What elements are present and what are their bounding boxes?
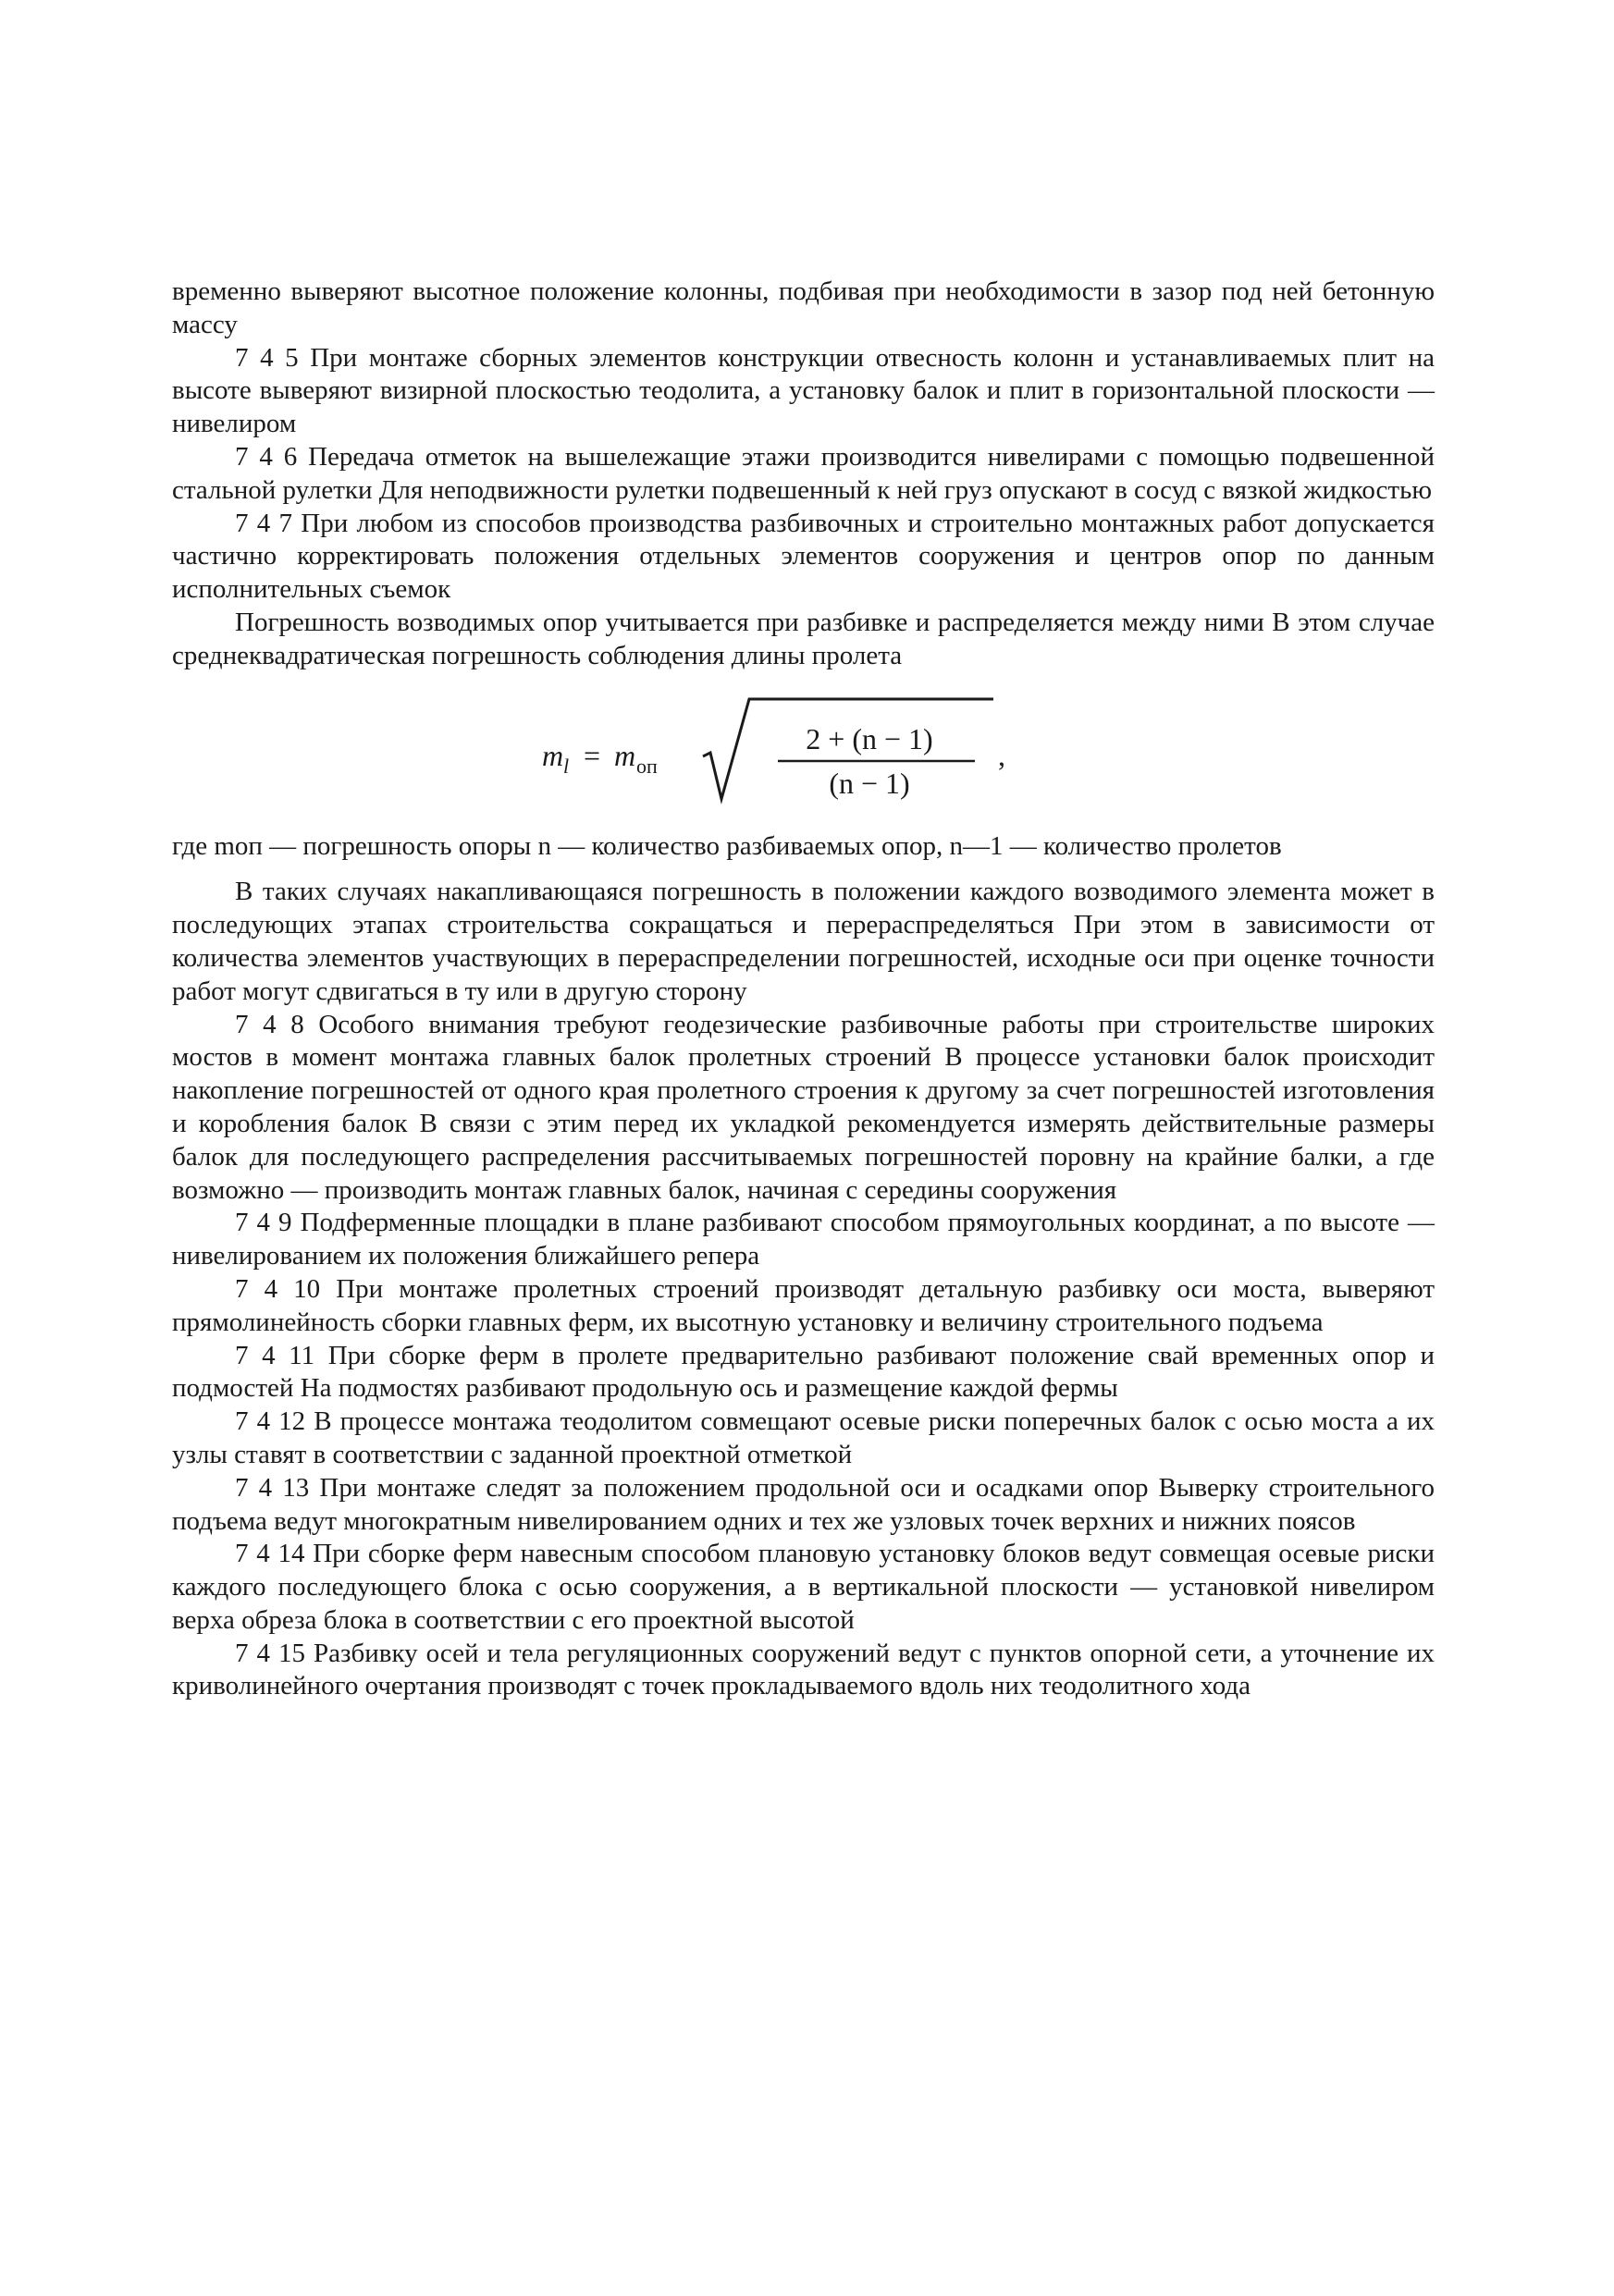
paragraph: [172, 876, 1435, 1008]
paragraph-text: Подферменные площадки в плане разбивают способом прямоугольных координат, а по высоте — нивелированием их положения ближайшего репера: [172, 1208, 1435, 1271]
paragraph-number: 7 4 13: [235, 1472, 310, 1503]
formula-denominator: (n − 1): [829, 766, 910, 800]
paragraph: [172, 1207, 1435, 1273]
formula-rhs-symbol: m: [614, 738, 636, 772]
paragraph: [172, 508, 1435, 607]
paragraph: [172, 1273, 1435, 1340]
paragraph: [172, 1340, 1435, 1406]
paragraph-text: При сборке ферм навесным способом плановую установку блоков ведут совмещая осевые риски каждого последующего блока с осью сооружения, а в вертикальной плоскости — установкой нивелиром верха обреза блока в соответствии с его проектной высотой: [172, 1539, 1435, 1635]
paragraph-text: Передача отметок на вышележащие этажи производится нивелирами с помощью подвешенной стальной рулетки Для неподвижности рулетки подвешенный к ней груз опускают в сосуд с вязкой жидкостью: [172, 441, 1435, 505]
paragraph-number: 7 4 14: [235, 1539, 305, 1569]
paragraph-number: 7 4 15: [235, 1638, 306, 1668]
formula-svg: [172, 692, 1435, 810]
paragraph-text: Разбивку осей и тела регуляционных сооружений ведут с пунктов опорной сети, а уточнение их криволинейного очертания производят с точек прокладываемого вдоль них теодолитного хода: [172, 1638, 1435, 1701]
paragraph: [172, 1406, 1435, 1472]
paragraph-text: временно выверяют высотное положение колонны, подбивая при необходимости в зазор под ней бетонную массу: [172, 276, 1435, 339]
formula-numerator: 2 + (n − 1): [806, 721, 933, 755]
paragraph-number: 7 4 12: [235, 1406, 306, 1437]
formula-explanation: [172, 830, 1435, 864]
formula-trailing-comma: ,: [998, 738, 1005, 772]
paragraph-text: Особого внимания требуют геодезические разбивочные работы при строительстве широких мостов в момент монтажа главных балок пролетных строений В процессе установки балок происходит накопление погрешностей от одного края пролетного строения к другому за счет погрешностей изготовления и коробления балок В связи с этим перед их укладкой рекомендуется измерять действительные размеры балок для последующего распределения рассчитываемых погрешностей поровну на крайние балки, а где возможно — производить монтаж главных балок, начиная с середины сооружения: [172, 1009, 1435, 1205]
paragraph-number: 7 4 9: [235, 1208, 292, 1238]
paragraph: [172, 276, 1435, 342]
paragraph-text: При монтаже следят за положением продольной оси и осадками опор Выверку строительного подъема ведут многократным нивелированием одних и тех же узловых точек верхних и нижних поясов: [172, 1472, 1435, 1536]
paragraph: [172, 607, 1435, 673]
paragraph-number: 7 4 5: [235, 342, 299, 373]
paragraph: [172, 342, 1435, 441]
paragraph: [172, 1538, 1435, 1637]
formula-lhs-subscript: l: [563, 754, 570, 778]
formula-rhs-subscript: оп: [636, 754, 658, 778]
document-body: [172, 276, 1435, 1703]
paragraph: [172, 1638, 1435, 1704]
paragraph-text: В таких случаях накапливающаяся погрешность в положении каждого возводимого элемента может в последующих этапах строительства сокращаться и перераспределяться При этом в зависимости от количества элементов участвующих в перераспределении погрешностей, исходные оси при оценке точности работ могут сдвигаться в ту или в другую сторону: [172, 877, 1435, 1006]
formula-explanation-text: где mоп — погрешность опоры n — количество разбиваемых опор, n—1 — количество пролетов: [172, 830, 1282, 861]
paragraph-number: 7 4 10: [235, 1273, 321, 1304]
paragraph: [172, 1009, 1435, 1208]
paragraph-text: При монтаже сборных элементов конструкции отвесность колонн и устанавливаемых плит на высоте выверяют визирной плоскостью теодолита, а установку балок и плит в горизонтальной плоскости — нивелиром: [172, 342, 1435, 439]
formula-lhs-symbol: m: [542, 738, 564, 772]
paragraph-text: Погрешность возводимых опор учитывается при разбивке и распределяется между ними В этом случае среднеквадратическая погрешность соблюдения длины пролета: [172, 607, 1435, 670]
paragraph-number: 7 4 6: [235, 441, 298, 472]
paragraph: [172, 1472, 1435, 1539]
paragraph-number: 7 4 8: [235, 1009, 304, 1039]
paragraph-text: При любом из способов производства разбивочных и строительно монтажных работ допускается частично корректировать положения отдельных элементов сооружения и центров опор по данным исполнительных съемок: [172, 508, 1435, 605]
formula-block: [172, 692, 1435, 810]
paragraph-number: 7 4 7: [235, 508, 292, 538]
paragraph-text: В процессе монтажа теодолитом совмещают осевые риски поперечных балок с осью моста а их узлы ставят в соответствии с заданной проектной отметкой: [172, 1406, 1435, 1469]
paragraph-text: При монтаже пролетных строений производят детальную разбивку оси моста, выверяют прямолинейность сборки главных ферм, их высотную установку и величину строительного подъема: [172, 1273, 1435, 1337]
paragraph-text: При сборке ферм в пролете предварительно разбивают положение свай временных опор и подмостей На подмостях разбивают продольную ось и размещение каждой фермы: [172, 1340, 1435, 1404]
formula-equals: =: [584, 738, 601, 772]
paragraph: [172, 441, 1435, 508]
paragraph-number: 7 4 11: [235, 1340, 315, 1370]
